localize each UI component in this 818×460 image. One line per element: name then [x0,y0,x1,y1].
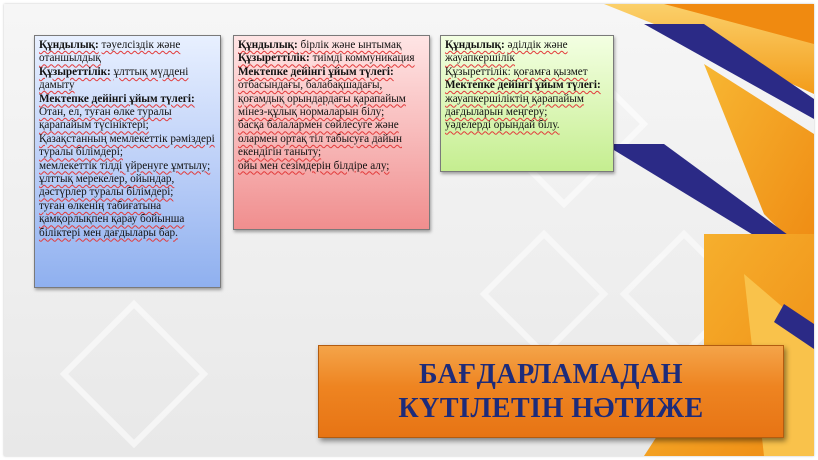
competence-text: қоғамға қызмет [513,65,588,78]
value-label: Құндылық: [445,39,505,51]
value-label: Құндылық: [238,39,298,51]
competence-text: ұлттық мүддені дамыту [39,65,189,92]
competence-label: Құзыреттілік: [238,52,310,65]
value-text: бірлік және ынтымақ [300,39,402,51]
result-line: ойы мен сезімдерін білдіре алу; [238,159,390,172]
value-text: тәуелсіздік және отаншылдық [39,39,181,65]
result-line: басқа балалармен сөйлесуге және олармен ортақ тіл табысуға дайын екендігін таныту; [238,119,402,159]
results-heading: Мектепке дейінгі ұйым түлегі: [445,79,601,92]
values-card-unity [233,35,430,230]
competence-label: Құзыреттілік: [445,65,511,78]
value-text: әділдік және жауапкершілік [445,39,568,65]
value-label: Құндылық: [39,39,99,51]
results-heading: Мектепке дейінгі ұйым түлегі: [238,65,394,78]
title-line-1: БАҒДАРЛАМАДАН [418,358,684,390]
result-line: жауапкершіліктің қарапайым дағдыларын меңгеру; [445,92,584,119]
result-line: туған өлкенің табиғатына қамқорлықпен қарау бойынша біліктері мен дағдылары бар. [39,199,185,239]
values-card-justice [440,35,614,172]
result-line: Қазақстанның мемлекеттік рәміздері туралы білімдері; [39,132,215,159]
values-card-independence [34,35,221,288]
title-line-2: КҮТІЛЕТІН НӘТИЖЕ [398,392,704,424]
result-line: ұлттық мерекелер, ойындар, дәстүрлер туралы білімдері; [39,173,175,199]
slide [4,4,814,456]
results-heading: Мектепке дейінгі ұйым түлегі: [39,92,195,105]
result-line: Отан, ел, туған өлке туралы қарапайым түсініктері; [39,106,172,132]
competence-text: тиімді коммуникация [312,52,415,65]
competence-label: Құзыреттілік: [39,65,111,78]
result-line: уәделерді орындай білу. [445,119,560,132]
result-line: мемлекеттік тілді үйренуге ұмтылу; [39,159,211,172]
slide-title [318,345,784,438]
result-line: отбасындағы, балабақшадағы, қоғамдық орындардағы қарапайым мінез-құлық нормаларын білу; [238,79,406,119]
